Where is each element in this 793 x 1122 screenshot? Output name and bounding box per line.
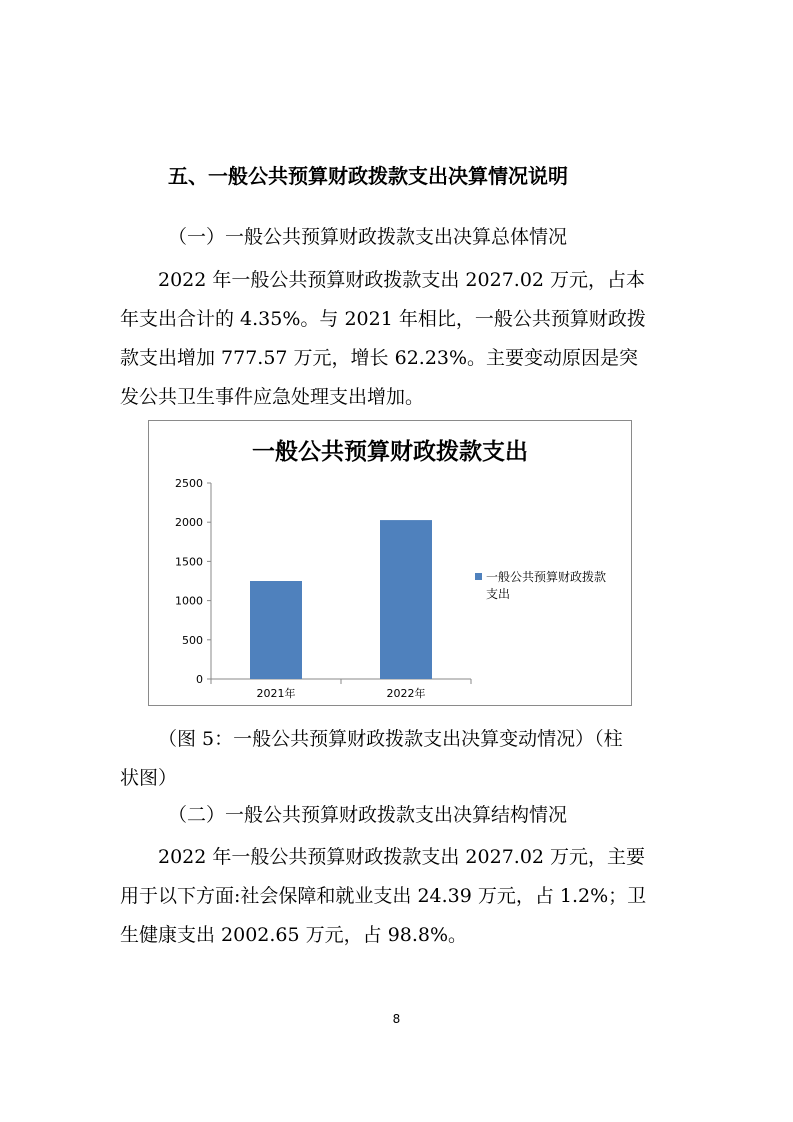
page-number: 8	[392, 1012, 401, 1026]
legend-label: 支出	[486, 587, 511, 601]
bar-chart	[148, 420, 632, 706]
figure-caption	[120, 720, 680, 798]
paragraph-line: 款支出增加 777.57 万元，增长 62.23%。主要变动原因是突	[120, 347, 639, 369]
paragraph-line: 发公共卫生事件应急处理支出增加。	[120, 386, 425, 408]
bar-2021年	[250, 581, 302, 679]
legend-swatch	[475, 573, 482, 580]
subsection-1-title: （一）一般公共预算财政拨款支出决算总体情况	[168, 226, 568, 248]
subsection-1-paragraph	[120, 261, 680, 417]
paragraph-line: 年支出合计的 4.35%。与 2021 年相比，一般公共预算财政拨	[120, 308, 646, 330]
chart-title: 一般公共预算财政拨款支出	[252, 439, 528, 465]
plot-area	[175, 477, 606, 700]
caption-line: 状图）	[120, 767, 178, 789]
paragraph-line: 用于以下方面:社会保障和就业支出 24.39 万元，占 1.2%；卫	[120, 885, 647, 907]
y-tick-label: 2500	[175, 477, 203, 490]
y-tick-label: 2000	[175, 516, 203, 530]
y-tick-label: 0	[196, 673, 203, 686]
paragraph-line: 2022 年一般公共预算财政拨款支出 2027.02 万元，主要	[158, 846, 646, 868]
y-tick-label: 1500	[175, 555, 203, 569]
subsection-2-title: （二）一般公共预算财政拨款支出决算结构情况	[168, 804, 568, 826]
paragraph-line: 生健康支出 2002.65 万元，占 98.8%。	[120, 924, 468, 946]
chart-canvas	[149, 421, 631, 705]
caption-line: （图 5：一般公共预算财政拨款支出决算变动情况）（柱	[158, 728, 623, 750]
x-tick-label: 2021年	[256, 687, 296, 700]
legend-label: 一般公共预算财政拨款	[486, 570, 607, 584]
section-heading: 五、一般公共预算财政拨款支出决算情况说明	[168, 164, 568, 188]
y-tick-label: 1000	[175, 594, 203, 608]
subsection-2-paragraph	[120, 838, 680, 955]
paragraph-line: 2022 年一般公共预算财政拨款支出 2027.02 万元，占本	[158, 269, 646, 291]
x-tick-label: 2022年	[386, 687, 426, 700]
bar-2022年	[380, 520, 432, 679]
y-tick-label: 500	[182, 633, 203, 647]
